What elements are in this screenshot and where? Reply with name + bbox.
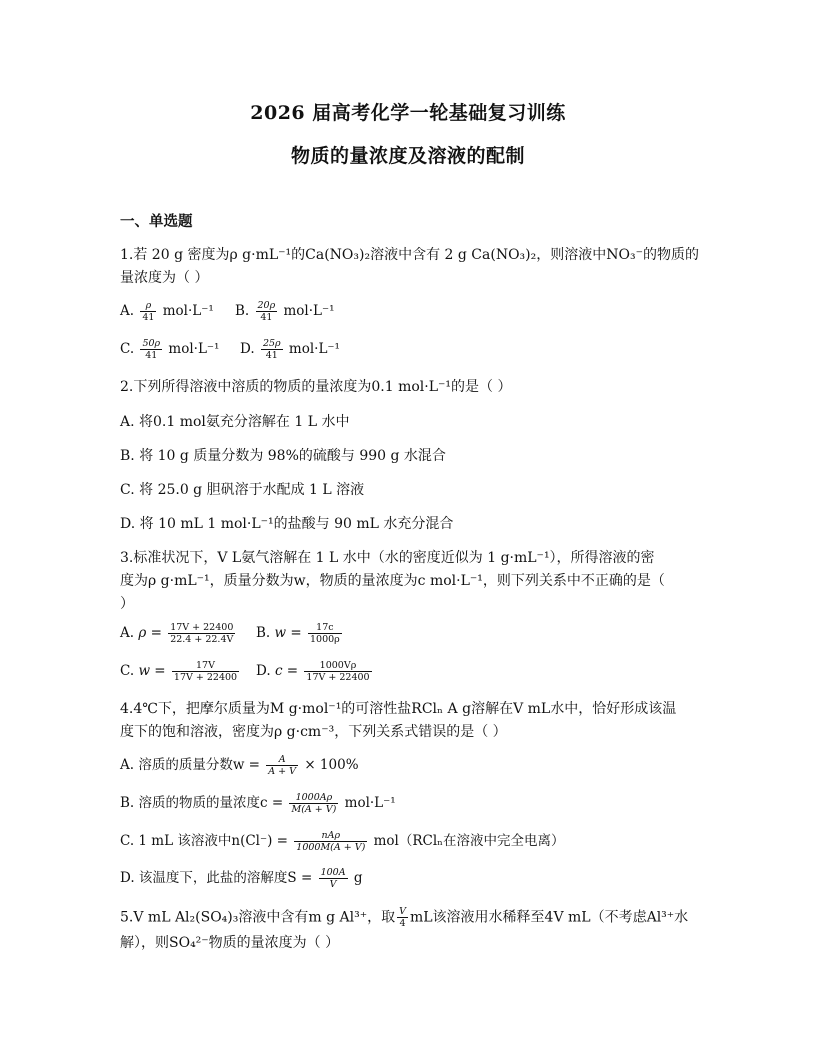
unit: mol·L⁻¹ [168, 341, 220, 357]
option-label: C. [120, 341, 135, 357]
q1-stem-line2: 量浓度为（ ） [120, 270, 209, 286]
q4-option-a [120, 753, 359, 777]
q3-option-b [256, 622, 344, 645]
option-text: C. 1 mL 该溶液中n(Cl⁻) = [120, 833, 288, 849]
q1-option-d [240, 338, 340, 361]
fraction: $\frac{\rho}{41}$ [142, 300, 155, 323]
formula-lhs: c = [274, 663, 299, 679]
option-tail: × 100% [304, 757, 359, 773]
fraction: $\frac{17V + 22400}{22.4 + 22.4V}$ [170, 622, 234, 645]
option-label: A. [120, 303, 135, 319]
option-label: D. [256, 663, 271, 679]
q4-stem-line2: 度下的饱和溶液，密度为ρ g·cm⁻³，下列关系式错误的是（ ） [120, 724, 507, 740]
q3-stem-line1: 3.标准状况下，V L氨气溶解在 1 L 水中（水的密度近似为 1 g·mL⁻¹），所得溶液的密 [120, 550, 655, 566]
q1-stem-line1: 1.若 20 g 密度为ρ g·mL⁻¹的Ca(NO₃)₂溶液中含有 2 g Ca(NO₃)₂，则溶液中NO₃⁻的物质的 [120, 247, 699, 263]
fraction: $\frac{17c}{1000\rho}$ [309, 622, 340, 645]
section-heading: 一、单选题 [120, 213, 193, 230]
q5-stem-line2: 解），则SO₄²⁻物质的量浓度为（ ） [120, 935, 340, 951]
option-text: D. 该温度下，此盐的溶解度S = [120, 870, 313, 886]
option-tail: mol（RClₙ在溶液中完全电离） [373, 833, 565, 849]
option-tail: g [353, 870, 363, 886]
formula-lhs: w = [138, 663, 166, 679]
option-label: C. [120, 663, 135, 679]
fraction: $\frac{V}{4}$ [399, 906, 406, 929]
fraction: $\frac{20\rho}{41}$ [257, 300, 276, 323]
q2-option-a: A. 将0.1 mol氨充分溶解在 1 L 水中 [120, 414, 350, 430]
document-subtitle: 物质的量浓度及溶液的配制 [290, 145, 525, 167]
q3-option-d [256, 660, 374, 683]
q1-option-b [235, 300, 335, 323]
option-text: B. 溶质的物质的量浓度c = [120, 795, 284, 811]
unit: mol·L⁻¹ [288, 341, 340, 357]
fraction: $\frac{A}{A + V}$ [268, 754, 297, 777]
unit: mol·L⁻¹ [162, 303, 214, 319]
formula-lhs: w = [274, 625, 302, 641]
q4-stem-line1: 4.4℃下，把摩尔质量为M g·mol⁻¹的可溶性盐RClₙ A g溶解在V mL水中，恰好形成该温 [120, 701, 677, 717]
q1-option-a [120, 300, 214, 323]
fraction: $\frac{1000V\rho}{17V + 22400}$ [306, 660, 370, 683]
option-label: D. [240, 341, 255, 357]
document-title: 2026 届高考化学一轮基础复习训练 [250, 102, 566, 124]
fraction: $\frac{\text{nAρ}}{1000M(A + V)}$ [296, 830, 366, 853]
fraction: $\frac{100A}{V}$ [320, 867, 346, 890]
option-text: A. 溶质的质量分数w = [120, 757, 260, 773]
q3-option-a [120, 622, 237, 645]
q4-option-d [120, 866, 363, 890]
fraction: $\frac{50\rho}{41}$ [142, 338, 161, 361]
q2-stem: 2.下列所得溶液中溶质的物质的量浓度为0.1 mol·L⁻¹的是（ ） [120, 379, 512, 395]
formula-lhs: ρ = [138, 625, 162, 641]
q3-option-c [120, 660, 241, 683]
q2-option-b: B. 将 10 g 质量分数为 98%的硫酸与 990 g 水混合 [120, 448, 446, 464]
option-label: B. [256, 625, 271, 641]
q4-option-c [120, 829, 565, 853]
q3-stem-line3: ） [120, 596, 134, 612]
q1-option-c [120, 338, 219, 361]
option-label: B. [235, 303, 250, 319]
option-label: A. [120, 625, 135, 641]
option-tail: mol·L⁻¹ [344, 795, 396, 811]
q2-option-d: D. 将 10 mL 1 mol·L⁻¹的盐酸与 90 mL 水充分混合 [120, 516, 454, 532]
q5-stem-line1: 5.V mL Al₂(SO₄)₃溶液中含有m g Al³⁺，取 $\frac{V}{4}$ mL该溶液用水稀释至4V mL（不考虑Al³⁺水 [120, 906, 689, 929]
q3-stem-line2: 度为ρ g·mL⁻¹，质量分数为w，物质的量浓度为c mol·L⁻¹，则下列关系中不正确的是（ [120, 573, 665, 589]
fraction: $\frac{1000A\rho}{M(A + V)}$ [291, 792, 337, 815]
fraction: $\frac{17V}{17V + 22400}$ [173, 660, 238, 683]
unit: mol·L⁻¹ [283, 303, 335, 319]
q2-option-c: C. 将 25.0 g 胆矾溶于水配成 1 L 溶液 [120, 482, 365, 498]
q4-option-b [120, 791, 396, 815]
fraction: $\frac{25\rho}{41}$ [262, 338, 281, 361]
